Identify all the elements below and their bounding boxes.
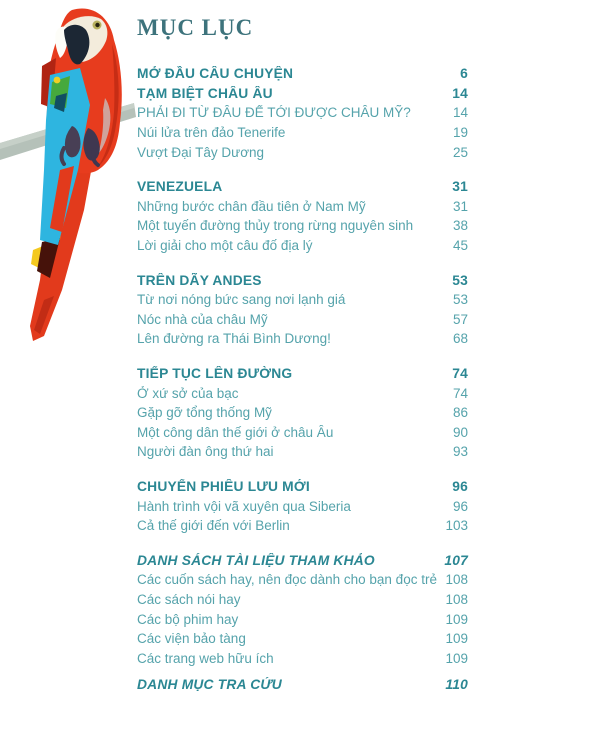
toc-row: [137, 216, 468, 236]
toc-entry-label: DANH MỤC TRA CỨU: [137, 677, 282, 693]
toc-entry-label: Núi lửa trên đảo Tenerife: [137, 125, 286, 141]
toc-row: [137, 123, 468, 143]
toc-row: [137, 364, 468, 384]
toc-row: [137, 270, 468, 290]
toc-row: [137, 329, 468, 349]
toc-entry-label: Một tuyến đường thủy trong rừng nguyên sinh: [137, 218, 414, 234]
toc-entry-label: Một công dân thế giới ở châu Âu: [137, 424, 334, 440]
toc-entry-label: Cả thế giới đến với Berlin: [137, 518, 290, 534]
parrot-illustration: [0, 0, 150, 360]
toc-entry-label: PHẢI ĐI TỪ ĐÂU ĐỂ TỚI ĐƯỢC CHÂU MỸ?: [137, 105, 411, 121]
toc-entry-label: CHUYẾN PHIÊU LƯU MỚI: [137, 478, 310, 494]
toc-entry-page-number: 107: [444, 552, 468, 568]
toc-row: [137, 103, 468, 123]
toc-row: [137, 197, 468, 217]
toc-row: [137, 177, 468, 197]
toc-entry-page-number: 108: [445, 591, 468, 607]
toc-entry-page-number: 86: [452, 405, 468, 421]
toc-entry-label: Các viện bảo tàng: [137, 631, 246, 647]
toc-entry-page-number: 14: [452, 85, 468, 101]
toc-entry-label: Vượt Đại Tây Dương: [137, 144, 265, 160]
toc-entry-page-number: 109: [445, 611, 468, 627]
toc-group: [137, 64, 468, 162]
toc-entry-label: TRÊN DÃY ANDES: [137, 272, 262, 288]
toc-entry-page-number: 31: [452, 198, 468, 214]
toc-list: [137, 64, 468, 695]
toc-row: [137, 310, 468, 330]
toc-group: [137, 177, 468, 255]
toc-entry-label: VENEZUELA: [137, 179, 223, 195]
toc-entry-page-number: 96: [452, 478, 468, 494]
toc-group: [137, 270, 468, 348]
toc-entry-page-number: 6: [460, 66, 468, 82]
toc-entry-page-number: 109: [445, 631, 468, 647]
toc-entry-label: Các sách nói hay: [137, 591, 241, 607]
toc-entry-label: Lời giải cho một câu đố địa lý: [137, 238, 313, 254]
toc-group: [137, 477, 468, 536]
toc-entry-page-number: 74: [452, 385, 468, 401]
toc-row: [137, 84, 468, 104]
toc-row: [137, 477, 468, 497]
toc-entry-page-number: 31: [452, 179, 468, 195]
toc-row: [137, 64, 468, 84]
toc-entry-page-number: 93: [452, 444, 468, 460]
toc-entry-label: Từ nơi nóng bức sang nơi lạnh giá: [137, 292, 346, 308]
toc-entry-label: Các cuốn sách hay, nên đọc dành cho bạn đọc trẻ: [137, 572, 437, 588]
toc-entry-label: DANH SÁCH TÀI LIỆU THAM KHẢO: [137, 552, 375, 568]
toc-entry-page-number: 53: [452, 292, 468, 308]
toc-entry-label: TẠM BIỆT CHÂU ÂU: [137, 85, 273, 101]
toc-row: [137, 648, 468, 668]
toc-row: [137, 570, 468, 590]
toc-entry-page-number: 53: [452, 272, 468, 288]
toc-content: [137, 15, 468, 695]
toc-entry-page-number: 68: [452, 331, 468, 347]
toc-entry-label: Các bộ phim hay: [137, 611, 239, 627]
toc-entry-page-number: 103: [445, 518, 468, 534]
toc-entry-label: TIẾP TỤC LÊN ĐƯỜNG: [137, 366, 293, 382]
toc-entry-page-number: 25: [452, 144, 468, 160]
toc-entry-page-number: 14: [452, 105, 468, 121]
toc-entry-page-number: 110: [445, 677, 468, 693]
toc-entry-page-number: 19: [452, 125, 468, 141]
toc-entry-label: Ở xứ sở của bạc: [137, 385, 239, 401]
toc-row: [137, 516, 468, 536]
toc-group: [137, 675, 468, 695]
page-title: MỤC LỤC: [137, 15, 254, 40]
toc-entry-page-number: 90: [452, 424, 468, 440]
toc-entry-page-number: 45: [452, 238, 468, 254]
toc-row: [137, 675, 468, 695]
toc-entry-label: Gặp gỡ tổng thống Mỹ: [137, 405, 272, 421]
toc-row: [137, 496, 468, 516]
toc-row: [137, 403, 468, 423]
toc-row: [137, 550, 468, 570]
toc-entry-page-number: 109: [445, 650, 468, 666]
toc-group: [137, 550, 468, 668]
toc-entry-label: Các trang web hữu ích: [137, 650, 274, 666]
toc-row: [137, 383, 468, 403]
toc-entry-label: Nóc nhà của châu Mỹ: [137, 311, 268, 327]
toc-row: [137, 609, 468, 629]
toc-entry-label: Người đàn ông thứ hai: [137, 444, 274, 460]
toc-group: [137, 364, 468, 462]
toc-entry-label: Hành trình vội vã xuyên qua Siberia: [137, 498, 351, 514]
toc-row: [137, 590, 468, 610]
toc-entry-label: Lên đường ra Thái Bình Dương!: [137, 331, 331, 347]
toc-entry-page-number: 38: [452, 218, 468, 234]
toc-entry-page-number: 108: [445, 572, 468, 588]
toc-entry-page-number: 57: [452, 311, 468, 327]
toc-entry-page-number: 96: [452, 498, 468, 514]
toc-row: [137, 236, 468, 256]
toc-entry-page-number: 74: [452, 366, 468, 382]
toc-entry-label: MỞ ĐẦU CÂU CHUYỆN: [137, 66, 294, 82]
toc-row: [137, 442, 468, 462]
toc-row: [137, 423, 468, 443]
toc-row: [137, 290, 468, 310]
toc-row: [137, 629, 468, 649]
toc-row: [137, 142, 468, 162]
toc-entry-label: Những bước chân đầu tiên ở Nam Mỹ: [137, 198, 366, 214]
